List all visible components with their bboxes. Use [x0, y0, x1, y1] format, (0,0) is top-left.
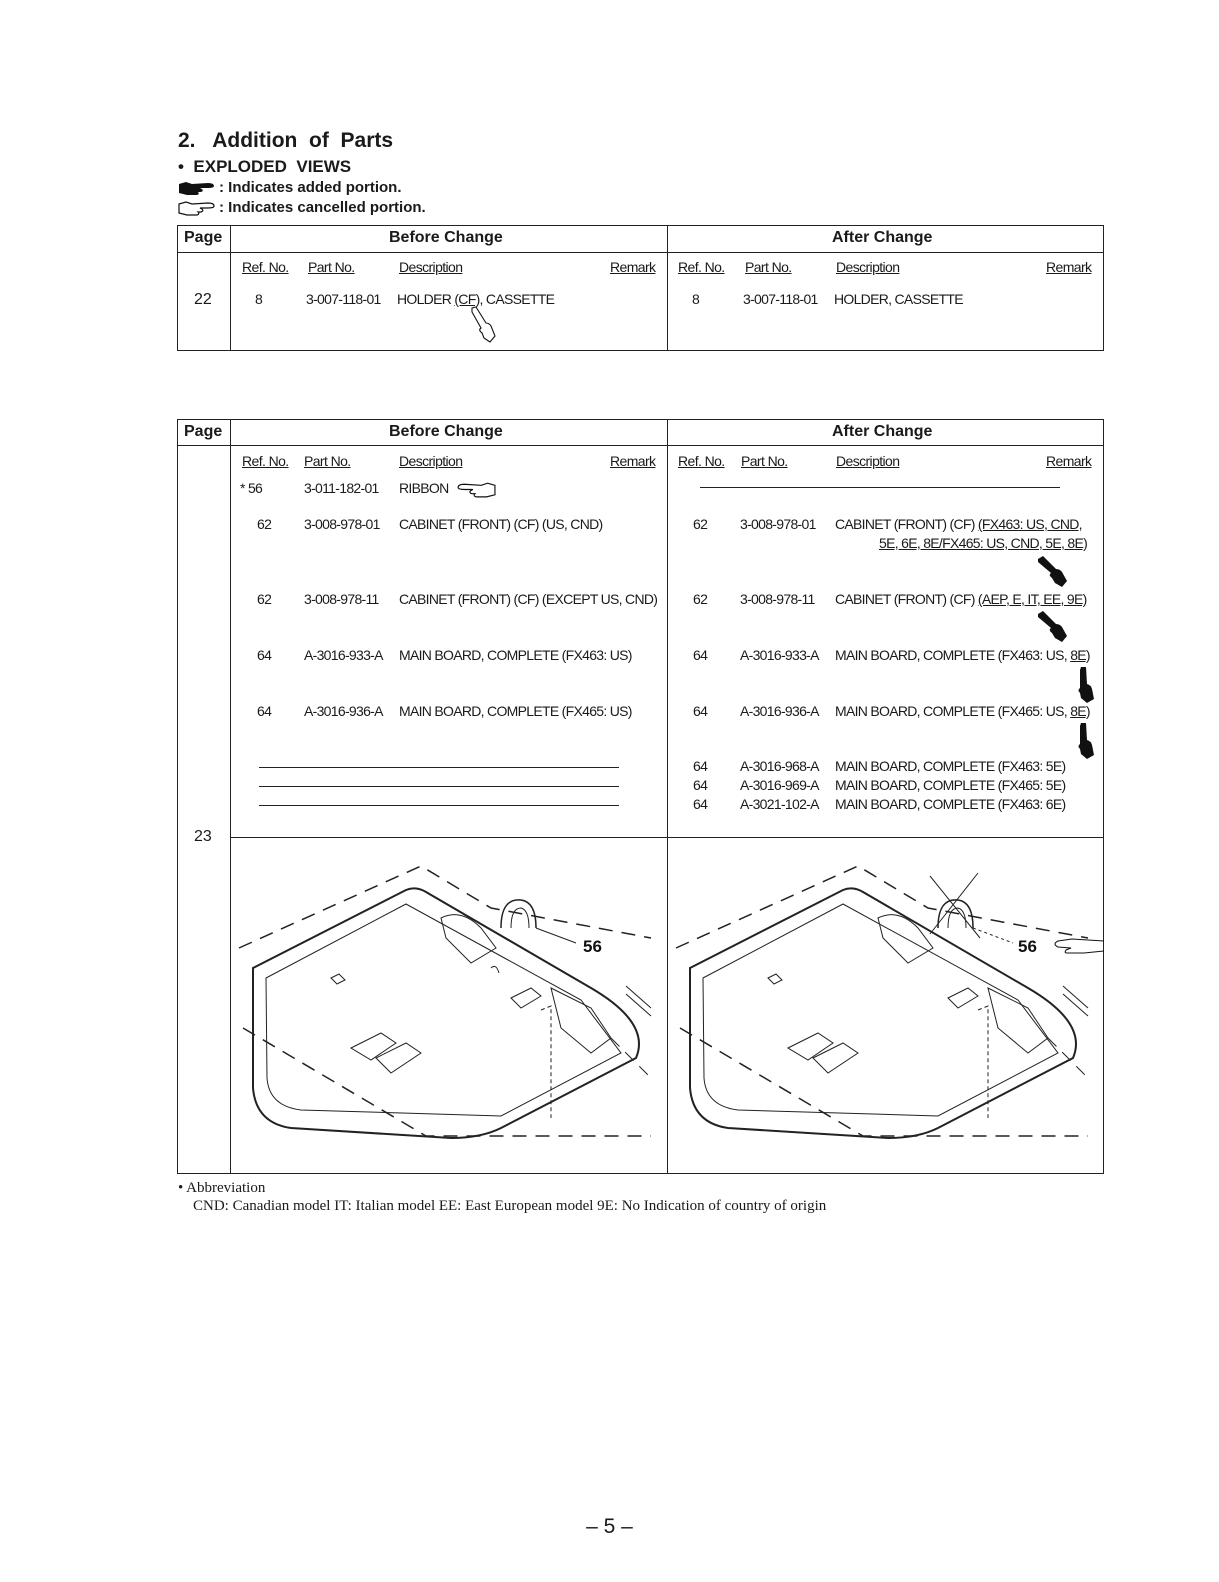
added-hand-icon: [1074, 666, 1098, 704]
added-hand-icon: [1036, 555, 1070, 589]
ref-no-cell: 64: [257, 703, 272, 719]
blank-line: [259, 767, 619, 768]
part-no-cell: 3-008-978-01: [304, 516, 380, 532]
part-no-cell: 3-007-118-01: [306, 291, 381, 307]
col-ref-no: Ref. No.: [678, 259, 725, 275]
ref-no-cell: 62: [257, 516, 272, 532]
col-ref-no: Ref. No.: [242, 453, 289, 469]
ref-no-cell: * 56: [240, 480, 263, 496]
description-cell: MAIN BOARD, COMPLETE (FX465: 5E): [835, 777, 1066, 793]
after-change-header: After Change: [832, 423, 933, 440]
col-remark: Remark: [1046, 453, 1092, 469]
change-table-page-23: [177, 419, 1104, 1174]
added-hand-icon: [1074, 722, 1098, 760]
description-cell: MAIN BOARD, COMPLETE (FX463: US): [399, 647, 632, 663]
part-no-cell: 3-007-118-01: [743, 291, 818, 307]
exploded-view-before: [231, 838, 667, 1173]
part-no-cell: A-3016-933-A: [304, 647, 383, 663]
col-ref-no: Ref. No.: [678, 453, 725, 469]
ref-no-cell: 64: [257, 647, 272, 663]
legend-cancelled: [178, 199, 426, 216]
legend-added-label: : Indicates added portion.: [219, 179, 402, 196]
part-no-cell: A-3021-102-A: [740, 796, 819, 812]
page-header: Page: [184, 229, 223, 246]
col-part-no: Part No.: [308, 259, 355, 275]
cancelled-hand-icon: [1055, 939, 1104, 953]
col-description: Description: [399, 259, 463, 275]
description-cell: MAIN BOARD, COMPLETE (FX463: 5E): [835, 758, 1066, 774]
ref-no-cell: 8: [255, 291, 263, 307]
page-number-cell: 23: [194, 828, 212, 845]
exploded-view-after: [668, 838, 1104, 1173]
ref-no-cell: 64: [693, 777, 708, 793]
ref-no-cell: 64: [693, 758, 708, 774]
ref-no-cell: 64: [693, 647, 708, 663]
col-description: Description: [399, 453, 463, 469]
part-no-cell: 3-008-978-01: [740, 516, 816, 532]
after-change-header: After Change: [832, 229, 933, 246]
blank-line: [700, 487, 1060, 488]
part-no-cell: A-3016-936-A: [740, 703, 819, 719]
description-cell: CABINET (FRONT) (CF) (EXCEPT US, CND): [399, 591, 658, 607]
description-cell: CABINET (FRONT) (CF) (FX463: US, CND,: [835, 516, 1082, 532]
abbreviation-heading: • Abbreviation: [178, 1180, 266, 1196]
col-remark: Remark: [610, 453, 656, 469]
hand-pointing-filled-icon: [178, 180, 216, 196]
callout-56: 56: [1018, 937, 1037, 956]
hand-pointing-outline-icon: [178, 200, 216, 216]
part-no-cell: A-3016-936-A: [304, 703, 383, 719]
section-subtitle: • EXPLODED VIEWS: [178, 157, 352, 176]
col-remark: Remark: [610, 259, 656, 275]
cancelled-hand-icon: [456, 481, 496, 498]
description-cell: HOLDER, CASSETTE: [834, 291, 963, 307]
ref-no-cell: 62: [693, 591, 708, 607]
ref-no-cell: 8: [692, 291, 700, 307]
col-part-no: Part No.: [741, 453, 788, 469]
section-title: 2. Addition of Parts: [178, 129, 394, 152]
ref-no-cell: 64: [693, 703, 708, 719]
change-table-page-22: [177, 225, 1104, 351]
callout-56: 56: [583, 937, 602, 956]
page-number: – 5 –: [586, 1515, 633, 1538]
cancelled-hand-icon: [468, 306, 498, 344]
part-no-cell: A-3016-968-A: [740, 758, 819, 774]
ref-no-cell: 62: [693, 516, 708, 532]
part-no-cell: 3-008-978-11: [304, 591, 379, 607]
description-cell: CABINET (FRONT) (CF) (AEP, E, IT, EE, 9E): [835, 591, 1087, 607]
description-cell: MAIN BOARD, COMPLETE (FX463: 6E): [835, 796, 1066, 812]
description-cell: MAIN BOARD, COMPLETE (FX465: US, 8E): [835, 703, 1090, 719]
before-change-header: Before Change: [389, 423, 503, 440]
part-no-cell: A-3016-933-A: [740, 647, 819, 663]
col-part-no: Part No.: [745, 259, 792, 275]
before-change-header: Before Change: [389, 229, 503, 246]
part-no-cell: 3-011-182-01: [304, 480, 379, 496]
description-cell: RIBBON: [399, 480, 449, 496]
page-header: Page: [184, 423, 223, 440]
part-no-cell: 3-008-978-11: [740, 591, 815, 607]
col-part-no: Part No.: [304, 453, 351, 469]
col-description: Description: [836, 259, 900, 275]
col-remark: Remark: [1046, 259, 1092, 275]
added-hand-icon: [1036, 610, 1070, 644]
description-cell: CABINET (FRONT) (CF) (US, CND): [399, 516, 603, 532]
description-cell: MAIN BOARD, COMPLETE (FX463: US, 8E): [835, 647, 1090, 663]
blank-line: [259, 786, 619, 787]
legend-added: [178, 179, 402, 196]
legend-cancelled-label: : Indicates cancelled portion.: [219, 199, 426, 216]
description-cell: HOLDER (CF), CASSETTE: [397, 291, 555, 307]
abbreviation-note: [178, 1179, 826, 1215]
col-ref-no: Ref. No.: [242, 259, 289, 275]
description-cell: MAIN BOARD, COMPLETE (FX465: US): [399, 703, 632, 719]
blank-line: [259, 805, 619, 806]
abbreviation-text: CND: Canadian model IT: Italian model EE: East European model 9E: No Indication of country of origin: [193, 1198, 827, 1214]
description-cell-cont: 5E, 6E, 8E/FX465: US, CND, 5E, 8E): [879, 535, 1088, 551]
col-description: Description: [836, 453, 900, 469]
ref-no-cell: 62: [257, 591, 272, 607]
page-number-cell: 22: [194, 291, 212, 308]
part-no-cell: A-3016-969-A: [740, 777, 819, 793]
ref-no-cell: 64: [693, 796, 708, 812]
